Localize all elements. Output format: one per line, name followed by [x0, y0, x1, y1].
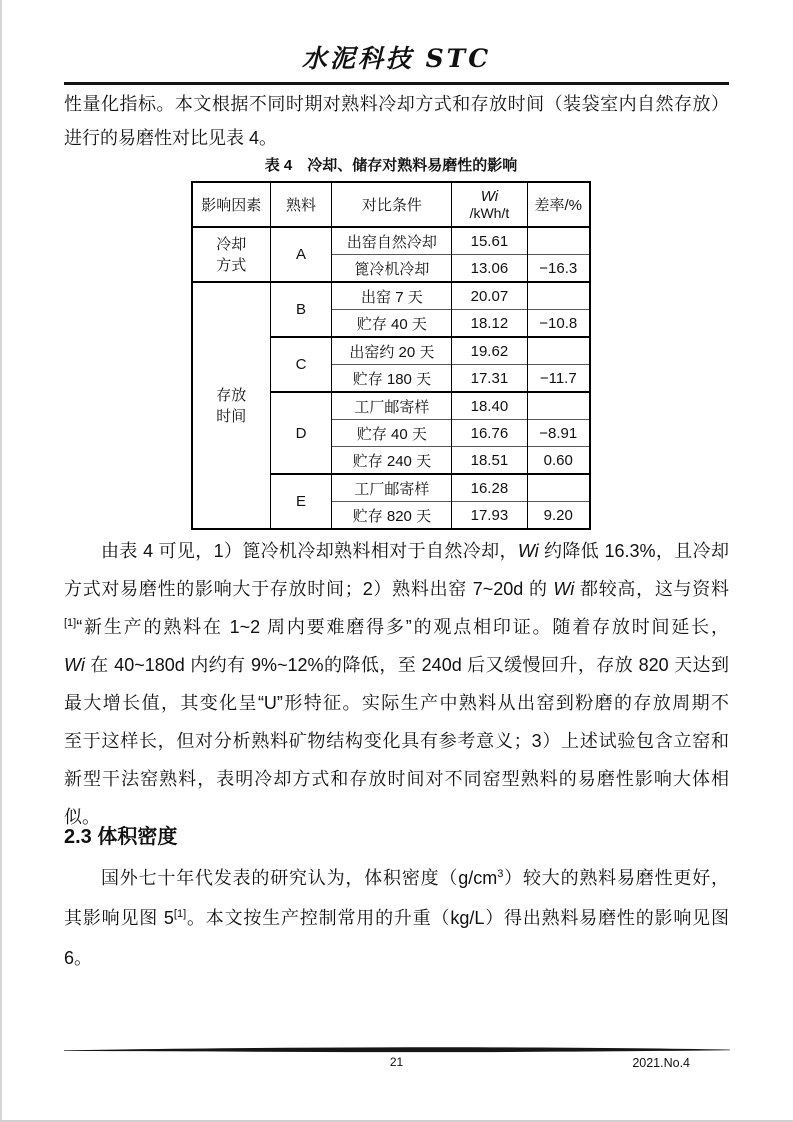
- wi-symbol: Wi: [480, 187, 499, 205]
- cell-wi: 18.51: [452, 447, 527, 475]
- discussion-paragraph: [64, 532, 729, 836]
- cell-rate: −16.3: [527, 255, 590, 283]
- table-row: [192, 282, 590, 310]
- column-header-condition: 对比条件: [332, 182, 452, 227]
- cell-rate: −11.7: [527, 365, 590, 393]
- cell-wi: 20.07: [452, 282, 527, 310]
- intro-paragraph: [64, 87, 729, 155]
- table-block: [191, 156, 591, 530]
- wi-unit: /kWh/t: [469, 204, 510, 221]
- text-line: 最大增长值，其变化呈“U”形特征。实际生产中熟料从出窑到粉磨的存放周期不: [64, 693, 729, 713]
- table-header-row: [192, 182, 590, 227]
- text-line: [1]“新生产的熟料在 1~2 周内要难磨得多”的观点相印证。随着存放时间延长，: [64, 617, 729, 637]
- page-left-edge: [0, 0, 2, 1122]
- cell-wi: 18.40: [452, 392, 527, 420]
- column-header-rate: 差率/%: [527, 182, 590, 227]
- text-line: 至于这样长，但对分析熟料矿物结构变化具有参考意义；3）上述试验包含立窑和: [64, 731, 729, 751]
- text-line: 进行的易磨性对比见表 4。: [64, 128, 278, 148]
- cell-condition: 贮存 180 天: [332, 365, 452, 393]
- cell-clinker: C: [270, 337, 332, 392]
- issue-label: 2021.No.4: [632, 1056, 690, 1070]
- cell-rate: 9.20: [527, 502, 590, 530]
- cell-wi: 17.31: [452, 365, 527, 393]
- cell-rate: [527, 337, 590, 365]
- cell-factor-storage: [192, 282, 270, 529]
- text-line: 国外七十年代发表的研究认为，体积密度$(g/cm^3)$较大的熟料易磨性更好，: [101, 868, 729, 888]
- cell-condition: 贮存 40 天: [332, 420, 452, 447]
- column-header-factor: 影响因素: [192, 182, 270, 227]
- cell-condition: 贮存 820 天: [332, 502, 452, 530]
- page-number: 21: [389, 1055, 404, 1069]
- cell-rate: −10.8: [527, 310, 590, 338]
- cell-rate: [527, 282, 590, 310]
- cell-condition: 工厂邮寄样: [332, 392, 452, 420]
- density-paragraph: [64, 858, 729, 978]
- cell-wi: 16.76: [452, 420, 527, 447]
- table-row: [192, 227, 590, 255]
- cell-rate: [527, 474, 590, 502]
- factor-text: 冷却: [216, 235, 247, 253]
- factor-text: 存放: [216, 386, 247, 404]
- text-line: 似。: [64, 807, 100, 827]
- section-heading: 2.3 体积密度: [64, 826, 178, 848]
- factor-text: 时间: [216, 407, 247, 425]
- cell-condition: 贮存 40 天: [332, 310, 452, 338]
- cell-wi: 16.28: [452, 474, 527, 502]
- text-line: 其影响见图 5[1]。本文按生产控制常用的升重（kg/L）得出熟料易磨性的影响见图: [64, 908, 729, 928]
- cell-clinker: B: [270, 282, 332, 337]
- header-rule: [64, 82, 729, 85]
- cell-rate: 0.60: [527, 447, 590, 475]
- cell-wi: 15.61: [452, 227, 527, 255]
- cell-condition: 贮存 240 天: [332, 447, 452, 475]
- text-line: 性量化指标。本文根据不同时期对熟料冷却方式和存放时间（装袋室内自然存放）: [64, 94, 729, 114]
- cell-condition: 出窑自然冷却: [332, 227, 452, 255]
- cell-rate: [527, 392, 590, 420]
- text-line: Wi 在 40~180d 内约有 9%~12%的降低，至 240d 后又缓慢回升，存放 820 天达到: [64, 655, 729, 675]
- cell-wi: 13.06: [452, 255, 527, 283]
- cell-clinker: D: [270, 392, 332, 474]
- cell-wi: 17.93: [452, 502, 527, 530]
- footer-rule: [64, 1046, 730, 1054]
- text-line: 方式对易磨性的影响大于存放时间；2）熟料出窑 7~20d 的 Wi 都较高，这与资料: [64, 579, 729, 599]
- cell-condition: 出窑约 20 天: [332, 337, 452, 365]
- cell-condition: 工厂邮寄样: [332, 474, 452, 502]
- influence-table: [191, 181, 591, 530]
- masthead-title: 水泥科技 STC: [301, 44, 492, 73]
- text-line: 新型干法窑熟料，表明冷却方式和存放时间对不同窑型熟料的易磨性影响大体相: [64, 769, 729, 789]
- cell-rate: [527, 227, 590, 255]
- factor-text: 方式: [216, 256, 247, 274]
- cell-rate: −8.91: [527, 420, 590, 447]
- text-line: 由表 4 可见，1）篦冷机冷却熟料相对于自然冷却，Wi 约降低 16.3%，且冷却: [101, 541, 729, 561]
- column-header-wi: [452, 182, 527, 227]
- cell-clinker: E: [270, 474, 332, 529]
- cell-wi: 18.12: [452, 310, 527, 338]
- text-line: 6。: [64, 948, 93, 968]
- cell-wi: 19.62: [452, 337, 527, 365]
- cell-clinker: A: [270, 227, 332, 282]
- cell-condition: 出窑 7 天: [332, 282, 452, 310]
- column-header-clinker: 熟料: [270, 182, 332, 227]
- table-caption: 表 4 冷却、储存对熟料易磨性的影响: [264, 157, 518, 174]
- cell-condition: 篦冷机冷却: [332, 255, 452, 283]
- cell-factor-cooling: [192, 227, 270, 282]
